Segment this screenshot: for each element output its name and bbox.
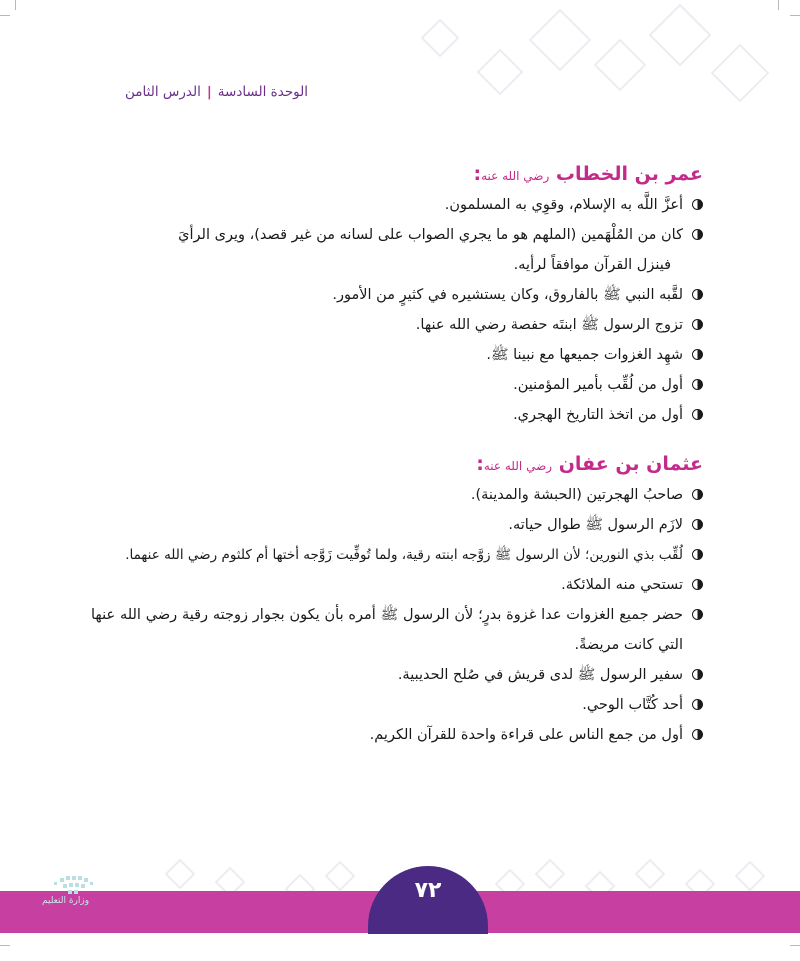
crop-mark	[778, 0, 779, 10]
list-item	[91, 340, 703, 370]
section-title: عثمان بن عفان رضي الله عنه:	[476, 453, 703, 475]
item-text: سفير الرسول ﷺ لدى قريش في صُلح الحديبية.	[397, 667, 683, 683]
item-text: أعزَّ اللَّه به الإسلام، وقوِي به المسلمون.	[444, 197, 683, 213]
bullet-icon	[692, 349, 703, 360]
crop-mark	[0, 945, 10, 946]
bullet-icon	[692, 379, 703, 390]
list-item	[91, 510, 703, 540]
facts-list	[91, 480, 703, 750]
bullet-icon	[692, 519, 703, 530]
bullet-icon	[692, 579, 703, 590]
item-text: أول من جمع الناس على قراءة واحدة للقرآن الكريم.	[369, 727, 683, 743]
bullet-icon	[692, 729, 703, 740]
crop-mark	[15, 0, 16, 10]
bullet-icon	[692, 549, 703, 560]
ministry-name: وزارة التعليم	[42, 896, 90, 906]
list-item	[91, 400, 703, 430]
list-item	[91, 600, 703, 660]
facts-list	[91, 190, 703, 430]
bullet-icon	[692, 289, 703, 300]
section-title: عمر بن الخطاب رضي الله عنه:	[473, 163, 703, 185]
honorific: رضي الله عنه	[481, 169, 550, 183]
list-item	[91, 190, 703, 220]
bullet-icon	[692, 229, 703, 240]
list-item	[91, 310, 703, 340]
item-text: صاحبُ الهجرتين (الحبشة والمدينة).	[470, 487, 683, 503]
crop-mark	[790, 945, 800, 946]
unit-label: الوحدة السادسة	[217, 84, 308, 100]
section-title-text: عمر بن الخطاب	[555, 163, 703, 185]
item-text-continuation: فينزل القرآن موافقاً لرأيه.	[513, 257, 671, 273]
item-text: تستحي منه الملائكة.	[561, 577, 683, 593]
list-item	[91, 570, 703, 600]
list-item	[91, 370, 703, 400]
item-text: حضر جميع الغزوات عدا غزوة بدرٍ؛ لأن الرسول ﷺ أمره بأن يكون بجوار زوجته رقية رضي الله عنها التي كانت مريضةً.	[91, 607, 683, 653]
bullet-icon	[692, 409, 703, 420]
list-item	[91, 480, 703, 510]
item-text: أول من اتخذ التاريخ الهجري.	[513, 407, 683, 423]
item-text: لازَم الرسول ﷺ طوال حياته.	[508, 517, 683, 533]
section-othman	[91, 450, 703, 750]
page-header	[125, 84, 308, 100]
crop-mark	[790, 15, 800, 16]
item-text: لقَّبه النبي ﷺ بالفاروق، وكان يستشيره في كثيرٍ من الأمور.	[332, 287, 683, 303]
item-text: أول من لُقِّب بأمير المؤمنين.	[513, 377, 683, 393]
list-item	[91, 660, 703, 690]
item-text: شهِد الغزوات جميعها مع نبينا ﷺ.	[486, 347, 683, 363]
list-item	[91, 280, 703, 310]
bullet-icon	[692, 669, 703, 680]
section-omar	[91, 160, 703, 430]
lesson-label: الدرس الثامن	[125, 84, 201, 100]
item-text: تزوج الرسول ﷺ ابنتَه حفصة رضي الله عنها.	[415, 317, 683, 333]
item-text: كان من المُلْهَمين (الملهم هو ما يجري الصواب على لسانه من غير قصد)، ويرى الرأيَ	[178, 227, 683, 243]
bullet-icon	[692, 199, 703, 210]
item-text: أحد كُتَّاب الوحي.	[582, 697, 683, 713]
section-title-text: عثمان بن عفان	[558, 453, 703, 475]
crop-mark	[0, 15, 10, 16]
bullet-icon	[692, 699, 703, 710]
page-number: ٧٢	[414, 878, 442, 903]
bullet-icon	[692, 319, 703, 330]
header-separator: |	[206, 84, 212, 100]
honorific: رضي الله عنه	[483, 459, 553, 473]
list-item	[91, 540, 703, 570]
list-item	[91, 220, 703, 280]
bullet-icon	[692, 609, 703, 620]
bullet-icon	[692, 489, 703, 500]
list-item	[91, 690, 703, 720]
list-item	[91, 720, 703, 750]
item-text: لُقِّب بذي النورين؛ لأن الرسول ﷺ زوَّجه ابنته رقية، ولما تُوفِّيت زَوَّجه أختها أم كلثوم رضي الله عنهما.	[125, 547, 683, 563]
